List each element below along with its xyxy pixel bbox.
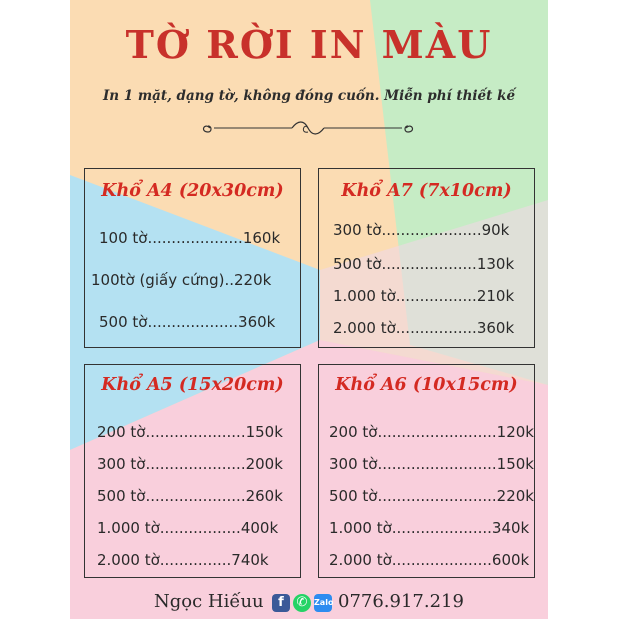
box-title-a7: Khổ A7 (7x10cm) [341,181,512,201]
price-row: 300 tờ.........................150k [329,455,534,473]
zalo-icon[interactable]: Zalo [314,594,332,612]
box-title-a4: Khổ A4 (20x30cm) [101,181,284,201]
price-row: 300 tờ.....................200k [97,455,283,473]
price-row: 100tờ (giấy cứng)..220k [91,271,272,289]
price-row: 500 tờ.....................260k [97,487,283,505]
ornamental-divider [200,118,416,138]
price-row: 100 tờ....................160k [99,229,281,247]
price-row: 500 tờ.........................220k [329,487,534,505]
price-row: 1.000 tờ.................400k [97,519,279,537]
price-box-a7 [318,168,535,348]
poster-subtitle: In 1 mặt, dạng tờ, không đóng cuốn. Miễn phí thiết kế [102,88,516,104]
price-row: 2.000 tờ.....................600k [329,551,530,569]
contact-phone[interactable]: 0776.917.219 [338,591,464,612]
facebook-icon[interactable]: f [272,594,290,612]
price-row: 1.000 tờ.................210k [333,287,515,305]
price-row: 500 tờ...................360k [99,313,276,331]
price-row: 200 tờ.....................150k [97,423,283,441]
price-row: 300 tờ.....................90k [333,221,510,239]
price-row: 1.000 tờ.....................340k [329,519,530,537]
box-title-a6: Khổ A6 (10x15cm) [335,375,518,395]
contact-name: Ngọc Hiếuu [154,591,264,612]
poster [70,0,548,619]
contact-footer [70,590,548,614]
whatsapp-icon[interactable]: ✆ [293,594,311,612]
box-title-a5: Khổ A5 (15x20cm) [101,375,284,395]
price-row: 500 tờ....................130k [333,255,515,273]
price-row: 2.000 tờ.................360k [333,319,515,337]
price-row: 2.000 tờ...............740k [97,551,269,569]
price-box-a6 [318,364,535,578]
price-box-a5 [84,364,301,578]
poster-title: TỜ RỜI IN MÀU [125,22,493,67]
price-row: 200 tờ.........................120k [329,423,534,441]
price-box-a4 [84,168,301,348]
